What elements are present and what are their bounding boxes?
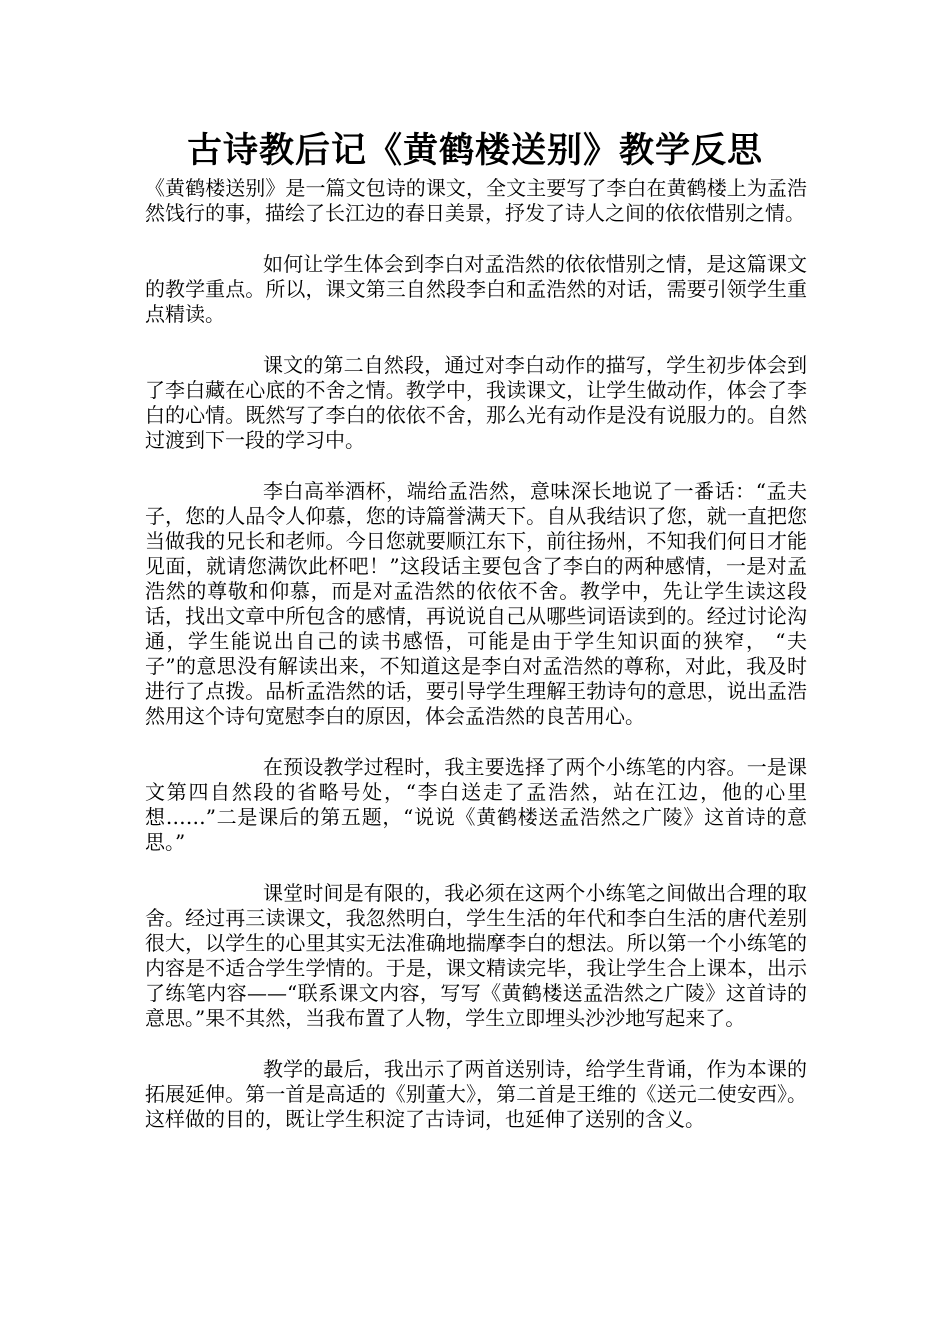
paragraph-gap bbox=[145, 729, 807, 755]
paragraph-second-section: 课文的第二自然段，通过对李白动作的描写，学生初步体会到了李白藏在心底的不舍之情。教学中，我读课文，让学生做动作，体会了李白的心情。既然写了李白的依依不舍，那么光有动作是没有说服力的。自然过渡到下一段的学习中。 bbox=[145, 353, 807, 452]
paragraph-dialogue-analysis: 李白高举酒杯，端给孟浩然，意味深长地说了一番话：“孟夫子，您的人品令人仰慕，您的诗篇誉满天下。自从我结识了您，就一直把您当做我的兄长和老师。今日您就要顺江东下，前往扬州，不知我们何日才能见面，就请您满饮此杯吧！”这段话主要包含了李白的两种感情，一是对孟浩然的尊敬和仰慕，而是对孟浩然的依依不舍。教学中，先让学生读这段话，找出文章中所包含的感情，再说说自己从哪些词语读到的。经过讨论沟通，学生能说出自己的读书感悟，可能是由于学生知识面的狭窄， “夫子”的意思没有解读出来，不知道这是李白对孟浩然的尊称，对此，我及时进行了点拨。品析孟浩然的话，要引导学生理解王勃诗句的意思，说出孟浩然用这个诗句宽慰李白的原因，体会孟浩然的良苦用心。 bbox=[145, 479, 807, 728]
paragraph-writing-practice: 在预设教学过程时，我主要选择了两个小练笔的内容。一是课文第四自然段的省略号处，“李白送走了孟浩然，站在江边，他的心里想……”二是课后的第五题，“说说《黄鹤楼送孟浩然之广陵》这首诗的意思。” bbox=[145, 755, 807, 854]
paragraph-gap bbox=[145, 855, 807, 881]
paragraph-class-time: 课堂时间是有限的，我必须在这两个小练笔之间做出合理的取舍。经过再三读课文，我忽然明白，学生生活的年代和李白生活的唐代差别很大，以学生的心里其实无法准确地揣摩李白的想法。所以第一个小练笔的内容是不适合学生学情的。于是，课文精读完毕，我让学生合上课本，出示了练笔内容——“联系课文内容，写写《黄鹤楼送孟浩然之广陵》这首诗的意思。”果不其然，当我布置了人物，学生立即埋头沙沙地写起来了。 bbox=[145, 881, 807, 1030]
paragraph-gap bbox=[145, 453, 807, 479]
paragraph-gap bbox=[145, 327, 807, 353]
paragraph-intro: 《黄鹤楼送别》是一篇文包诗的课文，全文主要写了李白在黄鹤楼上为孟浩然饯行的事，描绘了长江边的春日美景，抒发了诗人之间的依依惜别之情。 bbox=[145, 176, 807, 225]
paragraph-gap bbox=[145, 226, 807, 252]
paragraph-gap bbox=[145, 1031, 807, 1057]
document-page bbox=[145, 128, 807, 1132]
paragraph-extension: 教学的最后，我出示了两首送别诗，给学生背诵，作为本课的拓展延伸。第一首是高适的《别董大》，第二首是王维的《送元二使安西》。这样做的目的，既让学生积淀了古诗词，也延伸了送别的含义。 bbox=[145, 1057, 807, 1131]
paragraph-teaching-focus: 如何让学生体会到李白对孟浩然的依依惜别之情，是这篇课文的教学重点。所以，课文第三自然段李白和孟浩然的对话，需要引领学生重点精读。 bbox=[145, 252, 807, 326]
document-title: 古诗教后记《黄鹤楼送别》教学反思 bbox=[186, 130, 763, 171]
